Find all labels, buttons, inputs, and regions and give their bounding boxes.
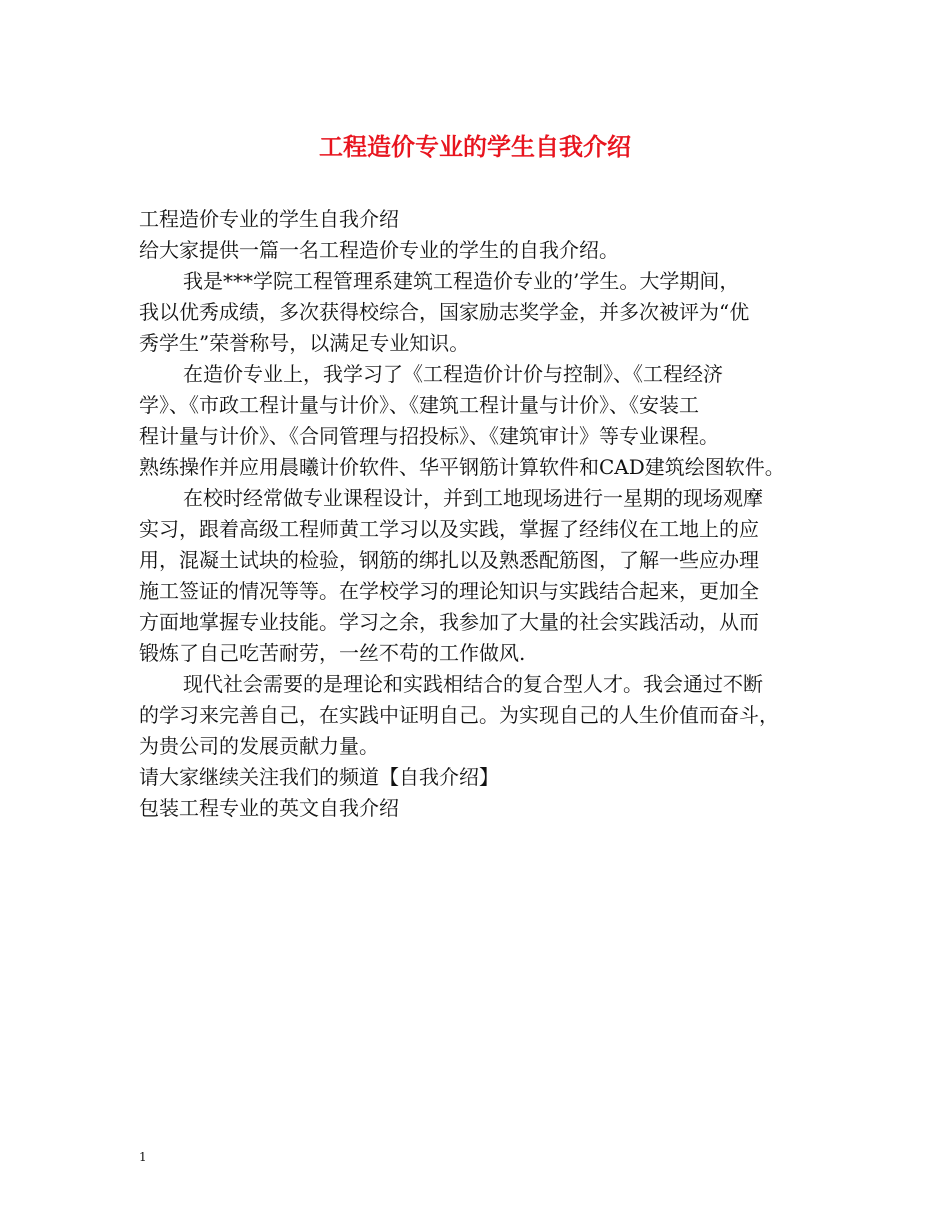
text-line: 我以优秀成绩，多次获得校综合，国家励志奖学金，并多次被评为“优 xyxy=(139,300,750,324)
text-line: 实习，跟着高级工程师黄工学习以及实践，掌握了经纬仪在工地上的应 xyxy=(139,517,759,541)
document-body xyxy=(139,204,829,824)
text-line: 包装工程专业的英文自我介绍 xyxy=(139,796,399,820)
document-title: 工程造价专业的学生自我介绍 xyxy=(319,132,631,161)
text-line: 在校时经常做专业课程设计，并到工地现场进行一星期的现场观摩 xyxy=(183,486,763,510)
text-line: 工程造价专业的学生自我介绍 xyxy=(139,207,399,231)
text-line: 方面地掌握专业技能。学习之余，我参加了大量的社会实践活动，从而 xyxy=(139,610,759,634)
text-line: 程计量与计价》、《合同管理与招投标》、《建筑审计》等专业课程。 xyxy=(139,424,719,448)
text-line: 为贵公司的发展贡献力量。 xyxy=(139,734,379,758)
text-line: 锻炼了自己吃苦耐劳，一丝不苟的工作做风. xyxy=(139,641,526,665)
text-line: 熟练操作并应用晨曦计价软件、华平钢筋计算软件和CAD建筑绘图软件。 xyxy=(139,455,785,479)
text-line: 在造价专业上，我学习了《工程造价计价与控制》、《工程经济 xyxy=(183,362,723,386)
text-line: 给大家提供一篇一名工程造价专业的学生的自我介绍。 xyxy=(139,238,619,262)
text-line: 学》、《市政工程计量与计价》、《建筑工程计量与计价》、《安装工 xyxy=(139,393,699,417)
text-line: 请大家继续关注我们的频道【自我介绍】 xyxy=(139,765,499,789)
page-number: 1 xyxy=(139,1150,147,1164)
text-line: 我是***学院工程管理系建筑工程造价专业的’学生。大学期间， xyxy=(183,269,740,293)
text-line: 秀学生”荣誉称号，以满足专业知识。 xyxy=(139,331,470,355)
text-line: 现代社会需要的是理论和实践相结合的复合型人才。我会通过不断 xyxy=(183,672,763,696)
text-line: 用，混凝土试块的检验，钢筋的绑扎以及熟悉配筋图，了解一些应办理 xyxy=(139,548,759,572)
text-line: 的学习来完善自己，在实践中证明自己。为实现自己的人生价值而奋斗， xyxy=(139,703,779,727)
text-line: 施工签证的情况等等。在学校学习的理论知识与实践结合起来，更加全 xyxy=(139,579,759,603)
